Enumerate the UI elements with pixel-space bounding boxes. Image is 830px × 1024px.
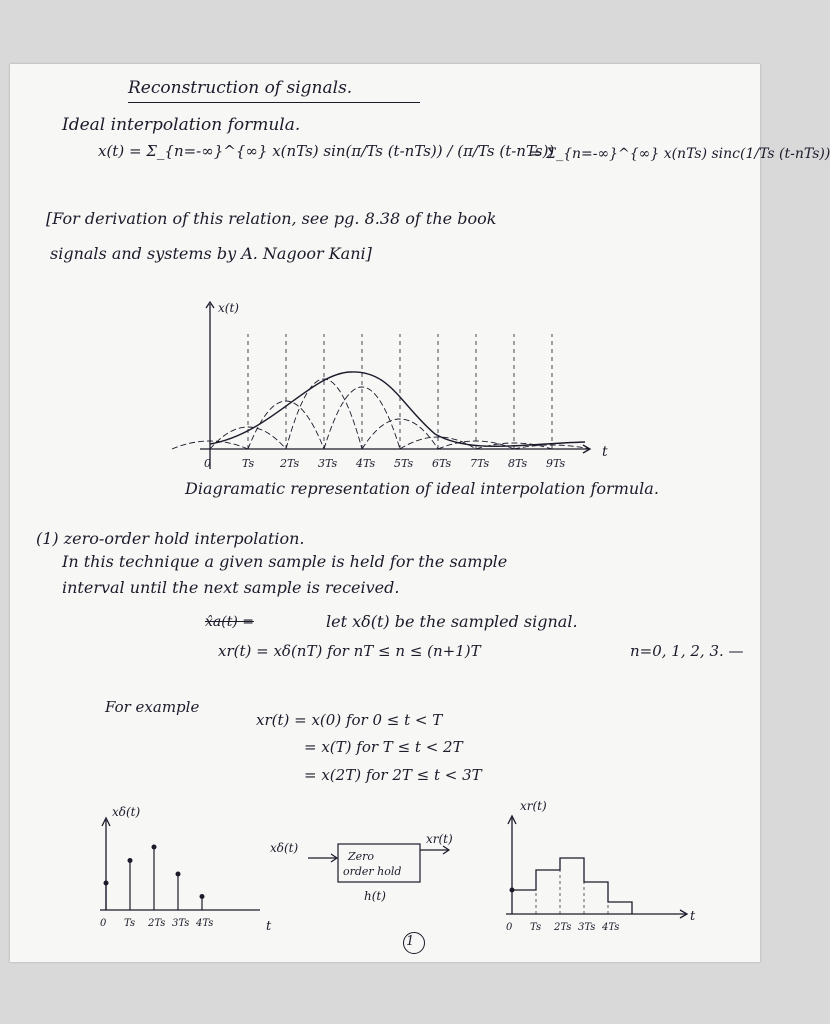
zoh-box-line1: Zero [348,850,375,863]
plot2-tick-label: 3Ts [172,918,190,929]
struck-text: x̂a(t) = [205,614,254,630]
paragraph-line2: interval until the next sample is received. [62,578,400,597]
let-statement: let xδ(t) be the sampled signal. [326,612,578,631]
block-impulse-label: h(t) [364,889,386,903]
plot3-steps [510,858,633,914]
plot3-tick-label: 4Ts [602,922,620,933]
plot2-tick-label: Ts [124,918,136,929]
section-heading: (1) zero-order hold interpolation. [36,529,305,548]
example-line2: = x(T) for T ≤ t < 2T [304,738,463,756]
plot2-tick-label: 4Ts [196,918,214,929]
plot1-ticks [204,457,566,470]
plot3-xlabel: t [690,909,696,924]
title-underline [128,102,420,103]
plot1-tick-label: Ts [242,457,255,470]
block-output-label: xr(t) [426,832,453,846]
block-input-label: xδ(t) [270,841,299,855]
plot3-staircase [512,858,632,914]
plot2-ylabel: xδ(t) [112,805,141,819]
plot1-tick-label: 3Ts [318,457,338,470]
plot2-stem-dot [152,845,157,850]
plot2-stem-dot [104,881,109,886]
interpolation-formula-sinc: = Σ_{n=-∞}^{∞} x(nTs) sinc(1/Ts (t-nTs)) [530,146,830,162]
plot1-tick-label: 4Ts [356,457,376,470]
interpolation-formula: x(t) = Σ_{n=-∞}^{∞} x(nTs) sin(π/Ts (t-nTs)) / (π/Ts (t-nTs)) [98,142,555,160]
zoh-box-line2: order hold [343,865,402,878]
page-number: 1 [406,934,415,949]
plot3-start-dot [510,888,515,893]
plot-caption: Diagramatic representation of ideal interpolation formula. [185,479,659,498]
plot2-stems [104,845,205,911]
example-line1: xr(t) = x(0) for 0 ≤ t < T [256,711,443,729]
plot1-tick-label: 0 [204,457,211,470]
plot3-ticks [506,922,619,933]
zoh-block-diagram [268,832,468,922]
sampled-signal-plot [90,802,280,932]
for-example-label: For example [105,698,200,716]
plot1-xlabel: t [602,444,608,460]
plot1-tick-label: 8Ts [508,457,528,470]
plot2-stem-dot [128,858,133,863]
plot2-stem-dot [176,872,181,877]
reconstructed-signal-plot [500,796,700,936]
plot3-tick-label: 0 [506,922,513,933]
plot1-tick-label: 9Ts [546,457,566,470]
plot2-ticks [100,918,213,929]
page-title: Reconstruction of signals. [128,78,353,98]
derivation-note-line2: signals and systems by A. Nagoor Kani] [50,244,372,263]
plot1-envelope-curve [210,372,585,446]
xr-definition: xr(t) = xδ(nT) for nT ≤ n ≤ (n+1)T [218,642,481,660]
plot3-tick-label: 3Ts [578,922,596,933]
notebook-page [10,64,830,962]
plot3-ylabel: xr(t) [520,799,547,813]
paragraph-line1: In this technique a given sample is held for the sample [62,552,508,571]
plot1-ylabel: x(t) [218,301,239,315]
plot1-sinc-pulses [172,379,590,449]
plot1-tick-label: 6Ts [432,457,452,470]
plot1-tick-label: 2Ts [280,457,300,470]
page-subtitle: Ideal interpolation formula. [62,115,301,135]
plot1-tick-label: 5Ts [394,457,414,470]
xr-n-range: n=0, 1, 2, 3. — [630,642,744,660]
plot1-sample-lines [248,334,552,449]
plot2-tick-label: 0 [100,918,107,929]
plot3-tick-label: 2Ts [554,922,572,933]
plot3-tick-label: Ts [530,922,542,933]
plot1-tick-label: 7Ts [470,457,490,470]
plot2-xlabel: t [266,919,272,934]
example-line3: = x(2T) for 2T ≤ t < 3T [304,766,482,784]
plot2-stem-dot [200,894,205,899]
plot2-tick-label: 2Ts [148,918,166,929]
derivation-note-line1: [For derivation of this relation, see pg. 8.38 of the book [46,209,497,228]
ideal-interpolation-plot [190,294,620,484]
